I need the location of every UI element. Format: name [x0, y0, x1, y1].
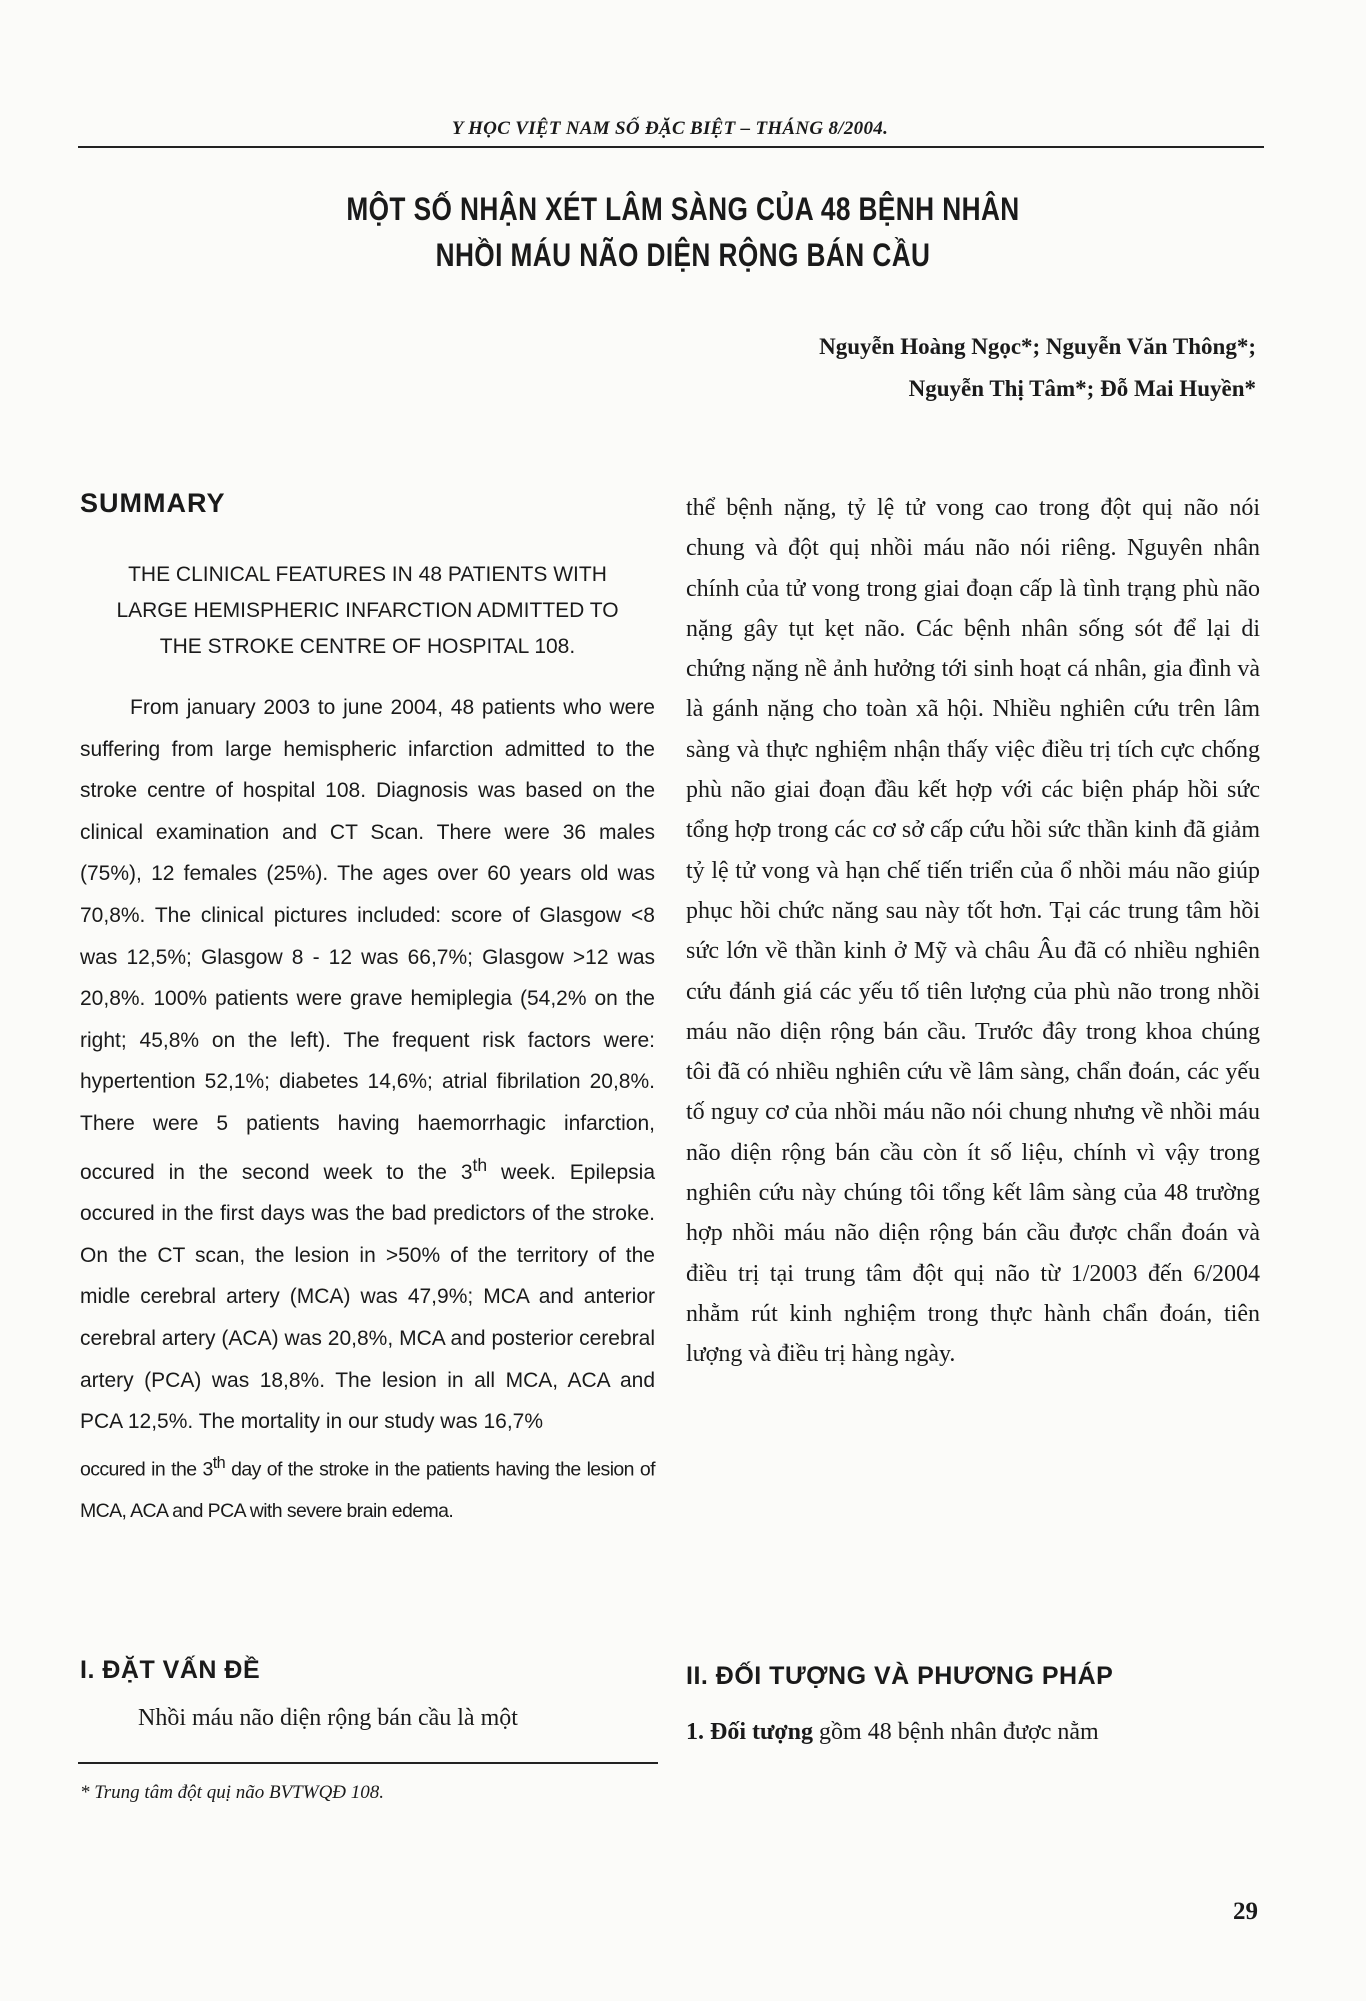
intro-paragraph-start: Nhồi máu não diện rộng bán cầu là một	[138, 1705, 518, 1731]
footnote-rule	[78, 1762, 658, 1764]
summary-title-line-3: THE STROKE CENTRE OF HOSPITAL 108.	[159, 635, 576, 658]
superscript-th-2: th	[212, 1453, 226, 1472]
intro-heading: I. ĐẶT VẤN ĐỀ	[80, 1656, 261, 1684]
methods-heading: II. ĐỐI TƯỢNG VÀ PHƯƠNG PHÁP	[686, 1662, 1114, 1690]
methods-paragraph-start	[686, 1712, 1260, 1752]
header-rule	[78, 146, 1264, 148]
authors-line-1: Nguyễn Hoàng Ngọc*; Nguyễn Văn Thông*;	[819, 334, 1256, 359]
article-title	[287, 186, 1079, 278]
abstract-tail-part-1: occured in the 3	[80, 1458, 213, 1481]
summary-heading: SUMMARY	[80, 488, 226, 518]
summary-title	[80, 557, 655, 665]
abstract-part-2: week. Epilepsia occured in the first days was the bad predictors of the stroke. On the CT scan, the lesion in >50% of the territory of the midle cerebral artery (MCA) was 47,9%; MCA and anterior cerebral artery (ACA) was 20,8%, MCA and posterior cerebral artery (PCA) was 18,8%. The lesion in all MCA, ACA and PCA 12,5%. The mortality in our study was 16,7%	[80, 1160, 655, 1434]
left-column	[80, 488, 655, 1532]
summary-title-line-1: THE CLINICAL FEATURES IN 48 PATIENTS WITH	[128, 563, 607, 586]
title-line-1: MỘT SỐ NHẬN XÉT LÂM SÀNG CỦA 48 BỆNH NHÂN	[346, 191, 1020, 227]
footnote: * Trung tâm đột quị não BVTWQĐ 108.	[80, 1782, 385, 1803]
summary-abstract	[80, 687, 655, 1443]
abstract-part-1: From january 2003 to june 2004, 48 patients who were suffering from large hemispheric infarction admitted to the stroke centre of hospital 108. Diagnosis was based on the clinical examination and CT Scan. There were 36 males (75%), 12 females (25%). The ages over 60 years old was 70,8%. The clinical pictures included: score of Glasgow <8 was 12,5%; Glasgow 8 - 12 was 66,7%; Glasgow >12 was 20,8%. 100% patients were grave hemiplegia (54,2% on the right; 45,8% on the left). The frequent risk factors were: hypertention 52,1%; diabetes 14,6%; atrial fibrilation 20,8%. There were 5 patients having haemorrhagic infarction, occured in the second week to the 3	[80, 696, 655, 1184]
right-column	[686, 488, 1260, 1375]
abstract-tail-part-2: day of the stroke in the patients having the lesion of MCA, ACA and PCA with severe brain edema.	[80, 1458, 655, 1522]
authors	[556, 326, 1256, 410]
intro-paragraph-continued: thể bệnh nặng, tỷ lệ tử vong cao trong đột quị não nói chung và đột quị nhồi máu não nói riêng. Nguyên nhân chính của tử vong trong giai đoạn cấp là tình trạng phù não nặng gây tụt kẹt não. Các bệnh nhân sống sót để lại di chứng nặng nề ảnh hưởng tới sinh hoạt cá nhân, gia đình và là gánh nặng cho toàn xã hội. Nhiều nghiên cứu trên lâm sàng và thực nghiệm nhận thấy việc điều trị tích cực chống phù não giai đoạn đầu kết hợp với các biện pháp hồi sức tổng hợp trong các cơ sở cấp cứu hồi sức thần kinh đã giảm tỷ lệ tử vong và hạn chế tiến triển của ổ nhồi máu não giúp phục hồi chức năng sau này tốt hơn. Tại các trung tâm hồi sức lớn về thần kinh ở Mỹ và châu Âu đã có nhiều nghiên cứu đánh giá các yếu tố tiên lượng của phù não trong nhồi máu não diện rộng bán cầu. Trước đây trong khoa chúng tôi đã có nhiều nghiên cứu về lâm sàng, chẩn đoán, các yếu tố nguy cơ của nhồi máu não nói chung nhưng về nhồi máu não diện rộng bán cầu còn ít số liệu, chính vì vậy trong nghiên cứu này chúng tôi tổng kết lâm sàng của 48 trường hợp nhồi máu não diện rộng bán cầu được chẩn đoán và điều trị tại trung tâm đột quị não từ 1/2003 đến 6/2004 nhằm rút kinh nghiệm trong thực hành chẩn đoán, tiên lượng và điều trị hàng ngày.	[686, 495, 1260, 1368]
authors-line-2: Nguyễn Thị Tâm*; Đỗ Mai Huyền*	[908, 376, 1256, 401]
superscript-th: th	[472, 1154, 488, 1175]
summary-title-line-2: LARGE HEMISPHERIC INFARCTION ADMITTED TO	[116, 599, 619, 622]
methods-subject-label: 1. Đối tượng	[686, 1719, 814, 1745]
running-header: Y HỌC VIỆT NAM SỐ ĐẶC BIỆT – THÁNG 8/2004.	[451, 118, 889, 139]
methods-subject-text: gồm 48 bệnh nhân được nằm	[813, 1719, 1099, 1745]
page-number: 29	[1233, 1898, 1258, 1925]
summary-abstract-tail	[80, 1443, 655, 1533]
title-line-2: NHỒI MÁU NÃO DIỆN RỘNG BÁN CẦU	[435, 237, 931, 273]
